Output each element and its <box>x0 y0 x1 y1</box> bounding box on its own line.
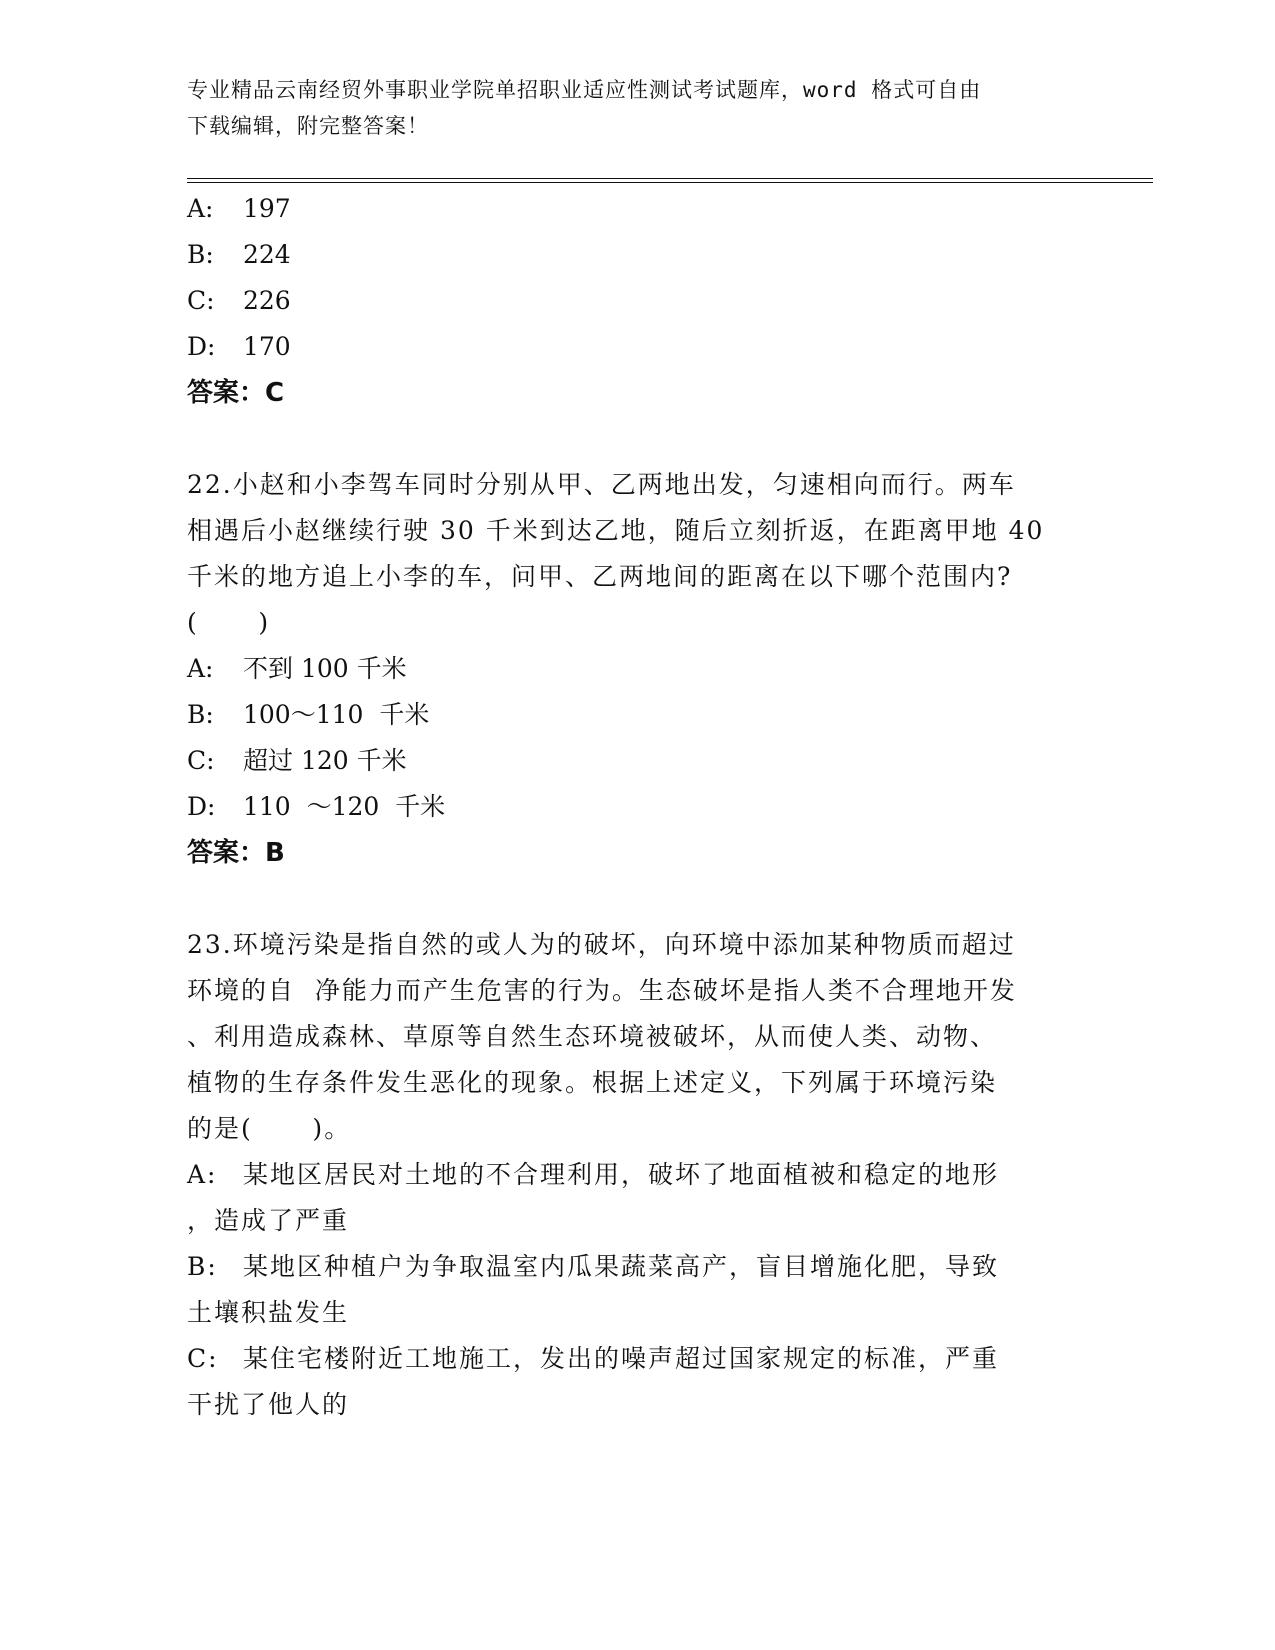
document-body <box>187 186 1087 1428</box>
option-b-continued: 土壤积盐发生 <box>187 1298 350 1327</box>
option-c <box>187 1336 1087 1382</box>
option-a-continued: ，造成了严重 <box>187 1206 350 1235</box>
option-text: 超过 120 千米 <box>243 746 407 775</box>
option-text: 不到 100 千米 <box>243 654 407 683</box>
question-22 <box>187 462 1087 876</box>
question-22-line-1: 22.小赵和小李驾车同时分别从甲、乙两地出发，匀速相向而行。两车 <box>187 470 1016 499</box>
question-23-line-4: 植物的生存条件发生恶化的现象。根据上述定义，下列属于环境污染 <box>187 1068 998 1097</box>
spacer <box>187 416 1087 462</box>
option-text-line-1: 某地区居民对土地的不合理利用，破坏了地面植被和稳定的地形 <box>243 1160 1000 1189</box>
option-a <box>187 646 1087 692</box>
header-line-1: 专业精品云南经贸外事职业学院单招职业适应性测试考试题库，word 格式可自由 <box>187 78 982 102</box>
question-22-line-2: 相遇后小赵继续行驶 30 千米到达乙地，随后立刻折返，在距离甲地 40 <box>187 516 1045 545</box>
header-line-2: 下载编辑，附完整答案！ <box>187 114 429 138</box>
option-b <box>187 232 1087 278</box>
option-c <box>187 738 1087 784</box>
option-text-line-1: 某住宅楼附近工地施工，发出的噪声超过国家规定的标准，严重 <box>243 1344 1000 1373</box>
option-b <box>187 1244 1087 1290</box>
option-text: 197 <box>243 194 291 223</box>
option-label: B: <box>187 700 214 729</box>
question-21 <box>187 186 1087 416</box>
option-label: B: <box>187 240 214 269</box>
option-label: C: <box>187 286 215 315</box>
option-a <box>187 1152 1087 1198</box>
option-label: C: <box>187 1344 219 1373</box>
question-23-line-3: 、利用造成森林、草原等自然生态环境被破坏，从而使人类、动物、 <box>187 1022 998 1051</box>
answer-22: 答案：B <box>187 838 285 868</box>
option-text-line-1: 某地区种植户为争取温室内瓜果蔬菜高产，盲目增施化肥，导致 <box>243 1252 1000 1281</box>
header-divider-bottom <box>187 182 1153 183</box>
option-text: 170 <box>243 332 291 361</box>
option-c <box>187 278 1087 324</box>
document-header <box>187 72 1087 144</box>
option-label: A: <box>187 654 214 683</box>
option-text: 224 <box>243 240 291 269</box>
option-d <box>187 324 1087 370</box>
question-23-line-1: 23.环境污染是指自然的或人为的破坏，向环境中添加某种物质而超过 <box>187 930 1016 959</box>
question-23 <box>187 922 1087 1428</box>
option-d <box>187 784 1087 830</box>
option-text: 110 ～120 千米 <box>243 792 446 821</box>
answer-21: 答案：C <box>187 378 285 408</box>
option-b <box>187 692 1087 738</box>
option-a <box>187 186 1087 232</box>
question-22-line-4: ( ) <box>187 608 271 637</box>
option-label: A: <box>187 1160 218 1189</box>
option-text: 226 <box>243 286 291 315</box>
option-text: 100～110 千米 <box>243 700 430 729</box>
header-divider-top <box>187 178 1153 179</box>
question-22-line-3: 千米的地方追上小李的车，问甲、乙两地间的距离在以下哪个范围内? <box>187 562 1013 591</box>
option-c-continued: 干扰了他人的 <box>187 1390 350 1419</box>
question-23-line-2: 环境的自 净能力而产生危害的行为。生态破坏是指人类不合理地开发 <box>187 976 1017 1005</box>
spacer <box>187 876 1087 922</box>
option-label: B: <box>187 1252 218 1281</box>
option-label: C: <box>187 746 215 775</box>
option-label: D: <box>187 792 216 821</box>
option-label: D: <box>187 332 216 361</box>
option-label: A: <box>187 194 214 223</box>
question-23-line-5: 的是( )。 <box>187 1114 352 1143</box>
